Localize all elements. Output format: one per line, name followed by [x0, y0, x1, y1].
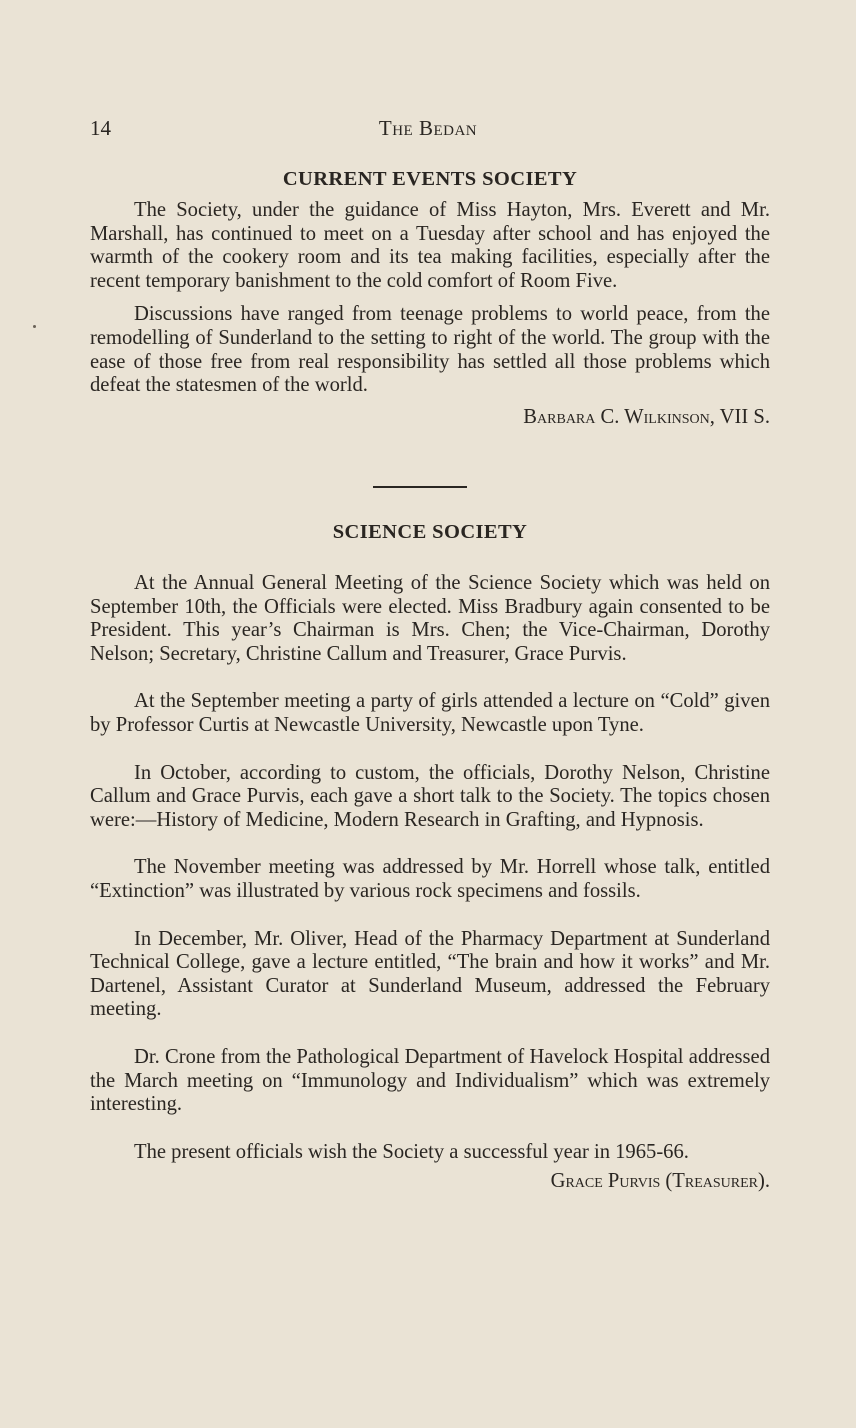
- paragraph: Discussions have ranged from teenage problems to world peace, from the remodelling of Sunderland to the setting to right of the world. The group with the ease of those free from real responsibility has settled all those problems which defeat the statesmen of the world.: [90, 303, 770, 397]
- running-title: The Bedan: [378, 116, 478, 140]
- signature: Barbara C. Wilkinson, VII S.: [523, 405, 770, 428]
- paragraph: Dr. Crone from the Pathological Department of Havelock Hospital addressed the March meeting on “Immunology and Individualism” which was extremely interesting.: [90, 1045, 770, 1116]
- paragraph: In October, according to custom, the officials, Dorothy Nelson, Christine Callum and Grace Purvis, each gave a short talk to the Society. The topics chosen were:—History of Medicine, Modern Research in Grafting, and Hypnosis.: [90, 761, 770, 831]
- section-heading-science: SCIENCE SOCIETY: [332, 521, 528, 543]
- science-section: [90, 521, 770, 1194]
- paragraph: In December, Mr. Oliver, Head of the Pharmacy Department at Sunderland Technical College, gave a lecture entitled, “The brain and how it works” and Mr. Dartenel, Assistant Curator at Sunderland Museum, addressed the February meeting.: [90, 927, 770, 1021]
- margin-mark: [33, 325, 36, 328]
- section-divider: [373, 486, 467, 488]
- paragraph: At the September meeting a party of girls attended a lecture on “Cold” given by Professor Curtis at Newcastle University, Newcastle upon Tyne.: [90, 690, 770, 736]
- paragraph: The present officials wish the Society a successful year in 1965-66.: [134, 1140, 689, 1163]
- signature: Grace Purvis (Treasurer).: [550, 1170, 770, 1193]
- paragraph: The Society, under the guidance of Miss Hayton, Mrs. Everett and Mr. Marshall, has continued to meet on a Tuesday after school and has enjoyed the warmth of the cookery room and its tea making facilities, especially after the recent temporary banishment to the cold comfort of Room Five.: [90, 199, 770, 292]
- page-number: 14: [90, 116, 111, 140]
- paragraph: The November meeting was addressed by Mr. Horrell whose talk, entitled “Extinction” was illustrated by various rock specimens and fossils.: [90, 856, 770, 902]
- paragraph: At the Annual General Meeting of the Science Society which was held on September 10th, the Officials were elected. Miss Bradbury again consented to be President. This year’s Chairman is Mrs. Chen; the Vice-Chairman, Dorothy Nelson; Secretary, Christine Callum and Treasurer, Grace Purvis.: [90, 572, 770, 665]
- current-events-section: [90, 168, 770, 429]
- section-heading-current-events: CURRENT EVENTS SOCIETY: [282, 168, 578, 190]
